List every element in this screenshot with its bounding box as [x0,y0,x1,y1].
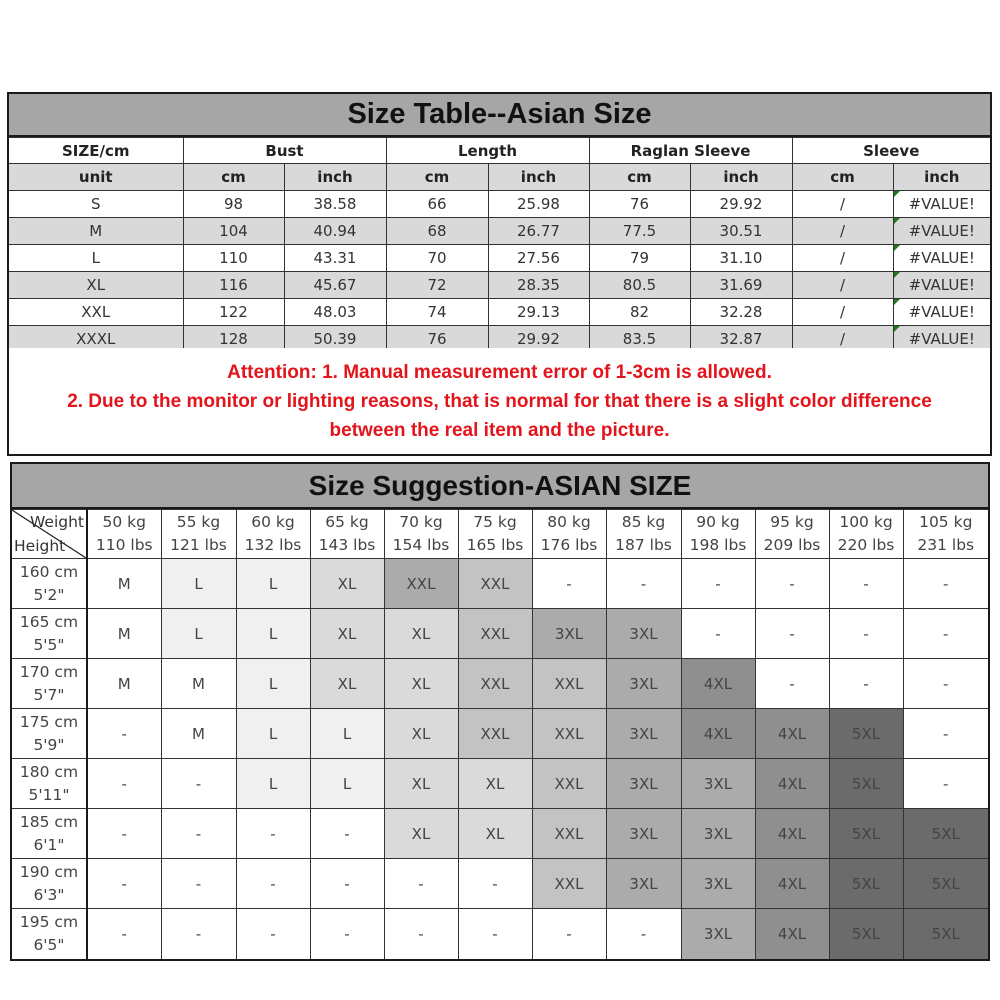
measurement-cell: / [792,218,893,245]
suggested-size-cell: 3XL [606,609,681,659]
height-header-cell [12,909,87,959]
suggested-size-cell: L [236,709,310,759]
measurement-cell: 82 [589,299,690,326]
suggested-size-cell: 3XL [532,609,606,659]
size-label-cell: S [9,191,183,218]
measurement-cell: 79 [589,245,690,272]
weight-header-cell [236,510,310,559]
height-cm: 170 cm [19,662,79,681]
weight-lbs: 231 lbs [917,536,975,554]
height-cm: 185 cm [19,812,79,831]
suggested-size-cell: L [161,559,236,609]
measurement-cell: 66 [386,191,488,218]
suggested-size-cell: - [458,859,532,909]
table-row [9,218,990,245]
suggested-size-cell: - [161,859,236,909]
weight-header-row [12,510,988,559]
height-ft: 5'11" [28,785,70,804]
height-header-cell [12,759,87,809]
suggested-size-cell: XXL [532,859,606,909]
weight-lbs: 209 lbs [763,536,821,554]
suggested-size-cell: - [903,759,988,809]
weight-kg: 85 kg [621,513,666,531]
unit-header-cell: inch [284,164,386,191]
suggested-size-cell: - [87,759,161,809]
height-header-cell [12,559,87,609]
unit-header-cell: unit [9,164,183,191]
measurement-cell: 28.35 [488,272,589,299]
weight-header-cell [606,510,681,559]
weight-lbs: 110 lbs [95,536,153,554]
suggested-size-cell: 4XL [681,659,755,709]
weight-kg: 55 kg [176,513,221,531]
table-row [9,272,990,299]
measurement-cell: 31.69 [690,272,792,299]
measurement-cell: 32.87 [690,326,792,353]
measurement-cell: 72 [386,272,488,299]
unit-header-cell: inch [893,164,990,191]
weight-lbs: 220 lbs [837,536,895,554]
group-header-row [9,138,990,164]
measurement-cell: 38.58 [284,191,386,218]
suggested-size-cell: 3XL [606,759,681,809]
size-suggestion-table [10,462,990,961]
measurement-cell: 76 [386,326,488,353]
weight-kg: 95 kg [770,513,814,531]
suggested-size-cell: 3XL [681,859,755,909]
suggested-size-cell: - [384,909,458,959]
weight-kg: 75 kg [473,513,517,531]
suggested-size-cell: - [903,709,988,759]
size-table [7,92,992,355]
suggested-size-cell: L [161,609,236,659]
height-row [12,859,988,909]
height-row [12,709,988,759]
measurement-cell: 80.5 [589,272,690,299]
weight-lbs: 121 lbs [170,536,227,554]
suggested-size-cell: XXL [458,559,532,609]
suggested-size-cell: - [532,559,606,609]
notice-line-2: 2. Due to the monitor or lighting reasons, that is normal for that there is a slight color difference [67,390,932,412]
height-row [12,659,988,709]
suggested-size-cell: - [310,809,384,859]
measurement-cell: 31.10 [690,245,792,272]
unit-header-cell: cm [792,164,893,191]
measurement-cell: 25.98 [488,191,589,218]
unit-header-cell: cm [386,164,488,191]
suggested-size-cell: 3XL [681,909,755,959]
size-label-cell: M [9,218,183,245]
suggested-size-cell: XL [310,559,384,609]
measurement-cell: 128 [183,326,284,353]
weight-axis-label: Weight [29,513,84,531]
height-cm: 175 cm [19,712,79,731]
height-cm: 190 cm [19,862,79,881]
suggested-size-cell: M [161,709,236,759]
suggested-size-cell: XXL [532,709,606,759]
measurement-cell: / [792,299,893,326]
suggested-size-cell: XL [384,659,458,709]
weight-kg: 100 kg [839,513,893,531]
measurement-cell: 48.03 [284,299,386,326]
measurement-cell: 110 [183,245,284,272]
suggested-size-cell: XL [384,759,458,809]
suggested-size-cell: - [236,859,310,909]
group-header-cell: Sleeve [792,138,990,164]
size-suggestion-title: Size Suggestion-ASIAN SIZE [12,464,988,509]
suggested-size-cell: L [236,659,310,709]
suggested-size-cell: XL [310,659,384,709]
suggested-size-cell: XL [458,809,532,859]
suggested-size-cell: L [236,559,310,609]
suggested-size-cell: L [236,609,310,659]
group-header-cell: Raglan Sleeve [589,138,792,164]
suggested-size-cell: 5XL [829,759,903,809]
measurement-cell: 40.94 [284,218,386,245]
weight-lbs: 132 lbs [244,536,302,554]
weight-lbs: 165 lbs [466,536,524,554]
suggested-size-cell: - [606,559,681,609]
suggested-size-cell: - [87,859,161,909]
suggested-size-cell: 3XL [606,859,681,909]
measurement-cell: 26.77 [488,218,589,245]
measurement-cell: 77.5 [589,218,690,245]
suggested-size-cell: - [384,859,458,909]
size-table-title: Size Table--Asian Size [9,94,990,137]
suggested-size-cell: - [236,809,310,859]
suggested-size-cell: XXL [458,609,532,659]
height-ft: 6'5" [33,935,65,954]
attention-notice [7,348,992,456]
suggested-size-cell: - [87,709,161,759]
suggested-size-cell: - [829,659,903,709]
height-axis-label: Height [14,537,66,555]
weight-lbs: 143 lbs [318,536,376,554]
height-header-cell [12,859,87,909]
suggested-size-cell: M [161,659,236,709]
suggested-size-cell: XXL [532,659,606,709]
weight-kg: 80 kg [547,513,591,531]
weight-kg: 65 kg [325,513,369,531]
weight-lbs: 187 lbs [615,536,672,554]
measurement-cell: 32.28 [690,299,792,326]
measurement-cell: 45.67 [284,272,386,299]
height-header-cell [12,609,87,659]
weight-header-cell [87,510,161,559]
table-row [9,191,990,218]
suggested-size-cell: XXL [458,709,532,759]
weight-header-cell [903,510,988,559]
height-cm: 160 cm [19,562,79,581]
height-cm: 180 cm [19,762,79,781]
measurement-cell: 98 [183,191,284,218]
weight-header-cell [755,510,829,559]
measurement-cell: 70 [386,245,488,272]
size-label-cell: XL [9,272,183,299]
measurement-cell: #VALUE! [893,191,990,218]
height-row [12,559,988,609]
weight-header-cell [829,510,903,559]
height-row [12,909,988,959]
weight-header-cell [532,510,606,559]
weight-kg: 60 kg [251,513,295,531]
measurement-cell: 74 [386,299,488,326]
notice-line-3: between the real item and the picture. [329,419,670,441]
suggested-size-cell: 5XL [903,809,988,859]
suggested-size-cell: - [532,909,606,959]
measurement-cell: 29.13 [488,299,589,326]
suggested-size-cell: 3XL [681,759,755,809]
suggested-size-cell: - [161,909,236,959]
suggested-size-cell: 3XL [681,809,755,859]
suggested-size-cell: XL [384,709,458,759]
suggested-size-cell: M [87,659,161,709]
suggested-size-cell: L [310,709,384,759]
height-ft: 5'9" [33,735,65,754]
measurement-cell: 83.5 [589,326,690,353]
suggested-size-cell: 5XL [829,809,903,859]
suggested-size-cell: - [458,909,532,959]
group-header-cell: Length [386,138,589,164]
suggested-size-cell: - [903,559,988,609]
size-label-cell: XXXL [9,326,183,353]
suggested-size-cell: - [829,559,903,609]
suggested-size-cell: L [236,759,310,809]
height-header-cell [12,659,87,709]
suggested-size-cell: 5XL [903,859,988,909]
weight-lbs: 154 lbs [392,536,450,554]
suggested-size-cell: XL [384,809,458,859]
measurement-cell: 27.56 [488,245,589,272]
weight-header-cell [384,510,458,559]
measurement-cell: 104 [183,218,284,245]
measurement-cell: #VALUE! [893,326,990,353]
height-row [12,609,988,659]
weight-kg: 50 kg [102,513,146,531]
measurement-cell: 50.39 [284,326,386,353]
suggested-size-cell: 4XL [755,909,829,959]
table-row [9,245,990,272]
unit-header-cell: cm [589,164,690,191]
suggested-size-cell: - [829,609,903,659]
unit-header-cell: inch [488,164,589,191]
weight-kg: 90 kg [696,513,740,531]
notice-line-1: Attention: 1. Manual measurement error of 1-3cm is allowed. [227,361,772,383]
measurement-cell: 29.92 [690,191,792,218]
measurement-cell: #VALUE! [893,245,990,272]
measurement-cell: 76 [589,191,690,218]
measurement-cell: #VALUE! [893,299,990,326]
height-header-cell [12,809,87,859]
weight-kg: 70 kg [399,513,443,531]
measurement-cell: / [792,191,893,218]
suggested-size-cell: - [903,659,988,709]
weight-header-cell [458,510,532,559]
suggested-size-cell: - [161,809,236,859]
height-cm: 165 cm [19,612,79,631]
measurement-cell: 29.92 [488,326,589,353]
suggested-size-cell: - [310,909,384,959]
measurement-cell: #VALUE! [893,218,990,245]
table-row [9,299,990,326]
suggested-size-cell: - [236,909,310,959]
suggested-size-cell: XL [310,609,384,659]
suggested-size-cell: 4XL [755,859,829,909]
suggested-size-cell: 4XL [755,759,829,809]
suggested-size-cell: - [681,559,755,609]
height-ft: 5'2" [33,585,65,604]
measurement-cell: / [792,326,893,353]
height-row [12,759,988,809]
suggested-size-cell: L [310,759,384,809]
height-ft: 6'1" [33,835,65,854]
suggested-size-cell: - [87,909,161,959]
suggested-size-cell: 5XL [829,909,903,959]
weight-header-cell [161,510,236,559]
height-ft: 6'3" [33,885,65,904]
suggested-size-cell: XXL [532,809,606,859]
suggested-size-cell: 3XL [606,809,681,859]
weight-lbs: 176 lbs [540,536,598,554]
height-cm: 195 cm [19,912,79,931]
suggested-size-cell: XL [458,759,532,809]
height-ft: 5'5" [33,635,65,654]
weight-height-corner-cell [12,510,87,559]
unit-header-cell: inch [690,164,792,191]
weight-header-cell [681,510,755,559]
group-header-cell: Bust [183,138,386,164]
size-label-cell: XXL [9,299,183,326]
suggested-size-cell: 4XL [755,709,829,759]
size-suggestion-grid [12,509,988,959]
unit-header-row [9,164,990,191]
measurement-cell: 43.31 [284,245,386,272]
suggested-size-cell: 3XL [606,659,681,709]
suggested-size-cell: M [87,609,161,659]
suggested-size-cell: 4XL [755,809,829,859]
weight-header-cell [310,510,384,559]
suggested-size-cell: XXL [458,659,532,709]
height-row [12,809,988,859]
weight-kg: 105 kg [919,513,973,531]
suggested-size-cell: M [87,559,161,609]
suggested-size-cell: 5XL [829,859,903,909]
size-label-cell: L [9,245,183,272]
measurement-cell: #VALUE! [893,272,990,299]
measurement-cell: / [792,272,893,299]
suggested-size-cell: - [755,659,829,709]
suggested-size-cell: - [161,759,236,809]
group-header-cell: SIZE/cm [9,138,183,164]
height-header-cell [12,709,87,759]
suggested-size-cell: XXL [384,559,458,609]
suggested-size-cell: 5XL [903,909,988,959]
suggested-size-cell: - [310,859,384,909]
measurement-cell: 116 [183,272,284,299]
suggested-size-cell: - [681,609,755,659]
suggested-size-cell: - [755,559,829,609]
suggested-size-cell: 5XL [829,709,903,759]
suggested-size-cell: 4XL [681,709,755,759]
measurement-cell: 68 [386,218,488,245]
height-ft: 5'7" [33,685,65,704]
weight-lbs: 198 lbs [689,536,747,554]
suggested-size-cell: - [903,609,988,659]
unit-header-cell: cm [183,164,284,191]
suggested-size-cell: - [755,609,829,659]
measurement-cell: 122 [183,299,284,326]
size-table-grid [9,137,990,353]
suggested-size-cell: - [606,909,681,959]
suggested-size-cell: - [87,809,161,859]
suggested-size-cell: 3XL [606,709,681,759]
suggested-size-cell: XL [384,609,458,659]
measurement-cell: / [792,245,893,272]
measurement-cell: 30.51 [690,218,792,245]
suggested-size-cell: XXL [532,759,606,809]
